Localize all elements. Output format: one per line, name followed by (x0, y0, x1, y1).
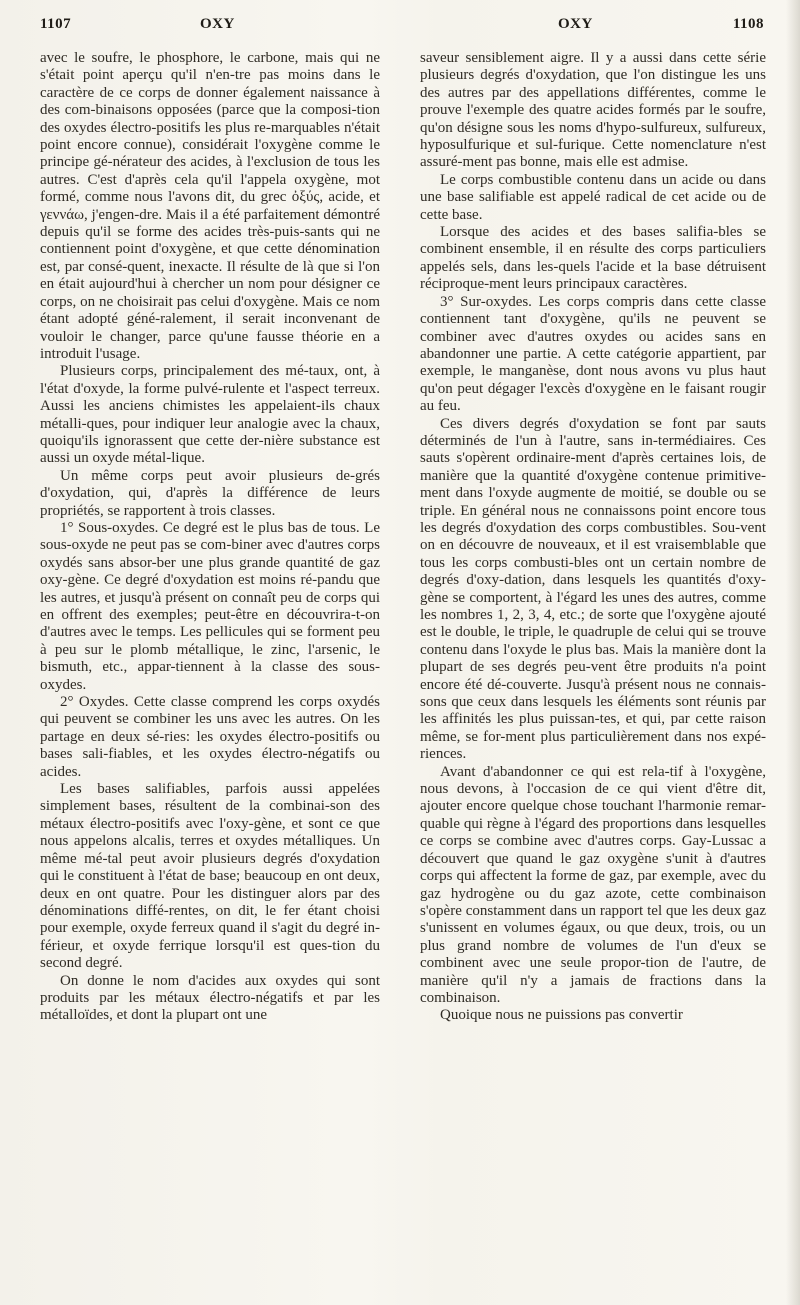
paragraph: saveur sensiblement aigre. Il y a aussi dans cette série plusieurs degrés d'oxydation, que l'on distingue les uns des autres par des appellations différentes, comme le prouve l'exemple des quatre acides formés par le soufre, qu'on désigne sous les noms d'hypo-sulfureux, sulfureux, hyposulfurique et sul-furique. Cette nomenclature n'est assuré-ment pas bonne, mais elle est admise. (420, 50, 766, 171)
right-running-head: OXY (558, 16, 593, 32)
left-running-head: OXY (200, 16, 235, 32)
right-page-header (418, 16, 764, 40)
paragraph: 3° Sur-oxydes. Les corps compris dans cette classe contiennent tant d'oxygène, qu'ils ne peuvent se combiner avec d'autres oxydes ou acides sans en abandonner une partie. A cette catégorie appartient, par exemple, le manganèse, dont nous avons vu plus haut qu'on peut dégager l'excès d'oxygène en le faisant rougir au feu. (420, 293, 766, 415)
paragraph: Ces divers degrés d'oxydation se font par sauts déterminés de l'un à l'autre, sans in-termédiaires. Ces sauts s'opèrent ordinaire-ment d'après certaines lois, de manière que la quantité d'oxygène contenue primitive-ment dans l'oxyde augmente de moitié, se double ou se triple. En général nous ne connaissons point encore tous les degrés d'oxydation des corps combustibles. Sou-vent on en découvre de nouveaux, et il est vraisemblable que tous les corps combusti-bles ont un certain nombre de degrés d'oxy-dation, dans lesquels les quantités d'oxy-gène se comportent, à l'égard les unes des autres, comme les nombres 1, 2, 3, 4, etc.; de sorte que l'oxygène ajouté est le double, le triple, le quadruple de celui qui se trouve contenu dans l'oxyde le plus bas. Mais la manière dont la plupart de ses degrés peu-vent être produits n'a point encore été dé-couverte. Jusqu'à présent nous ne connais-sons que ceux dans lesquels les éléments sont réunis par les affinités les plus puissan-tes, et qui, par cette raison même, se for-ment plus particulièrement dans nos expé-riences. (420, 415, 766, 763)
left-text-column (40, 50, 380, 1280)
paragraph: Plusieurs corps, principalement des mé-taux, ont, à l'état d'oxyde, la forme pulvé-rulente et l'aspect terreux. Aussi les anciens chimistes les appelaient-ils chaux métalli-ques, pour indiquer leur analogie avec la chaux, quoiqu'ils ignorassent que cette der-nière substance est aussi un oxyde métal-lique. (40, 363, 380, 467)
paragraph: On donne le nom d'acides aux oxydes qui sont produits par les métaux électro-négatifs et par les métalloïdes, et dont la plupart ont une (40, 972, 380, 1024)
paragraph: Un même corps peut avoir plusieurs de-grés d'oxydation, qui, d'après la différence de leurs propriétés, se rapportent à trois classes. (40, 467, 380, 519)
paragraph: 1° Sous-oxydes. Ce degré est le plus bas de tous. Le sous-oxyde ne peut pas se com-biner avec d'autres corps oxydés sans absor-ber une plus grande quantité de gaz oxy-gène. Ce degré d'oxydation est moins ré-pandu que les autres, et jusqu'à présent on connaît peu de corps qui en offrent des exemples; peut-être en découvrira-t-on d'autres avec le temps. Les pellicules qui se forment peu à peu sur le plomb métallique, le zinc, l'arsenic, le bismuth, etc., appar-tiennent à la classe des sous-oxydes. (40, 519, 380, 693)
right-page-number: 1108 (732, 16, 764, 32)
paragraph: Avant d'abandonner ce qui est rela-tif à l'oxygène, nous devons, à l'occasion de ce qui vient d'être dit, ajouter encore quelque chose touchant l'harmonie remar-quable qui règne à l'égard des proportions dans lesquelles ce corps se combine avec d'autres corps. Gay-Lussac a découvert que quand le gaz oxygène s'unit à d'autres corps qui affectent la forme de gaz, par exemple, avec du gaz hydrogène ou du gaz azote, cette combinaison s'opère constamment dans un rapport tel que les deux gaz s'unissent en volumes égaux, ou que deux, trois, ou un plus grand nombre de volumes de l'un d'eux se combinent avec une seule propor-tion de l'autre, de manière qu'il n'y a jamais de fractions dans la combinaison. (420, 763, 766, 1006)
left-page-header (40, 16, 380, 40)
page-edge-shadow (786, 0, 800, 1305)
paragraph: 2° Oxydes. Cette classe comprend les corps oxydés qui peuvent se combiner les uns avec les autres. On les partage en deux sé-ries: les oxydes électro-positifs ou bases sali-fiables, et les oxydes électro-négatifs ou acides. (40, 694, 380, 780)
paragraph: Quoique nous ne puissions pas convertir (440, 1007, 683, 1024)
paragraph: Le corps combustible contenu dans un acide ou dans une base salifiable est appelé radical de cet acide ou de cette base. (420, 171, 766, 223)
paragraph: Lorsque des acides et des bases salifia-bles se combinent ensemble, il en résulte des corps particuliers appelés sels, dans les-quels l'acide et la base détruisent réciproque-ment leurs principaux caractères. (420, 224, 766, 293)
paragraph: avec le soufre, le phosphore, le carbone, mais qui ne s'était point aperçu qu'il n'en-tre pas moins dans le caractère de ce corps de donner également naissance à des com-binaisons opposées (parce que la composi-tion des oxydes électro-positifs les plus re-marquables n'était point encore connue), considérait l'oxygène comme le principe gé-nérateur des acides, à l'exclusion de tous les autres. C'est d'après cela qu'il l'appela oxygène, mot formé, comme nous l'avons dit, du grec ὀξύς, acide, et γεννάω, j'engen-dre. Mais il a été parfaitement démontré depuis qu'il se forme des acides très-puis-sants qui ne contiennent point d'oxygène, et que cette dénomination est, par consé-quent, inexacte. Il résulte de là que si l'on en était aujourd'hui à chercher un nom pour désigner ce corps, on ne choisirait pas celui d'oxygène. Mais ce nom étant adopté géné-ralement, il serait inconvenant de vouloir le changer, parce qu'une fausse théorie en a introduit l'usage. (40, 50, 380, 362)
right-text-column (420, 50, 766, 1280)
left-page-number: 1107 (40, 16, 72, 32)
paragraph: Les bases salifiables, parfois aussi appelées simplement bases, résultent de la combinai-son des métaux électro-positifs avec l'oxy-gène, et sont ce que nous appelons alcalis, terres et oxydes métalliques. Un même mé-tal peut avoir plusieurs degrés d'oxydation qui le constituent à l'état de base; beaucoup en ont deux, deux en ont quatre. Pour les distinguer alors par des dénominations diffé-rentes, on dit, le fer étant choisi pour exemple, oxyde ferreux quand il s'agit du degré in-férieur, et oxyde ferrique lorsqu'il est ques-tion du second degré. (40, 781, 380, 972)
